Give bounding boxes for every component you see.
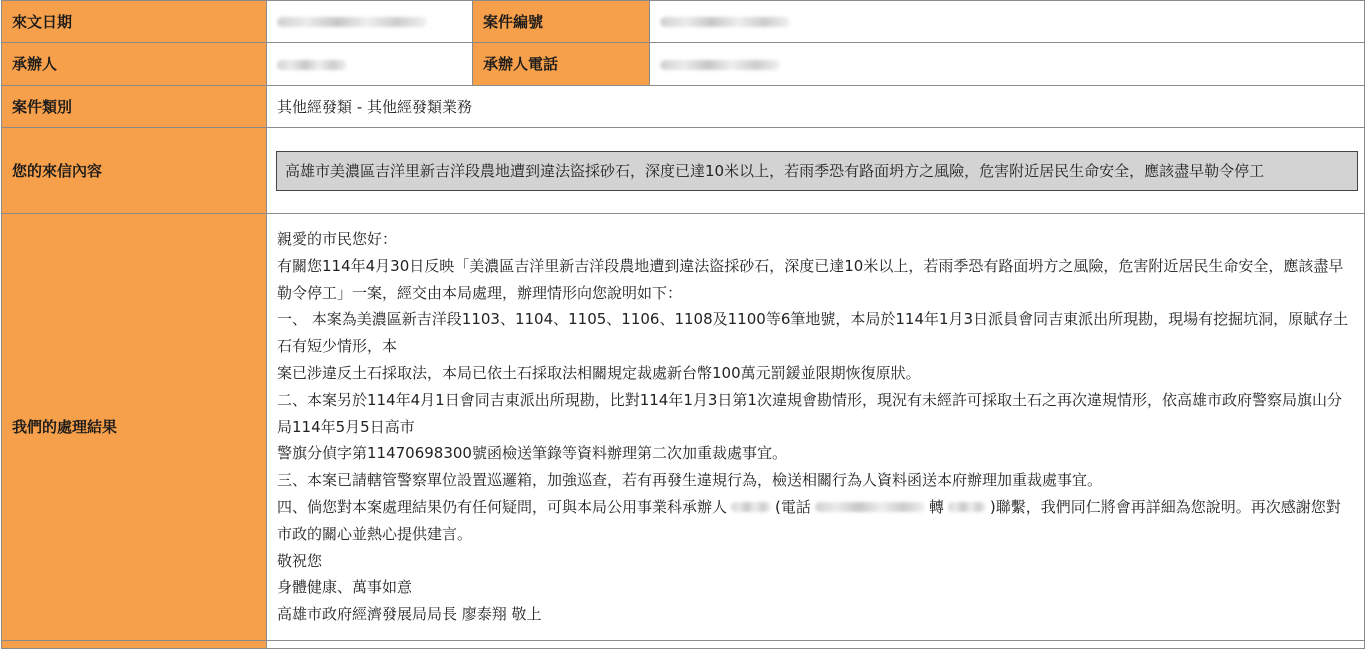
result-greeting: 親愛的市民您好： bbox=[277, 230, 398, 249]
row-handler bbox=[2, 43, 1365, 86]
result-item-4-phone-open: (電話 bbox=[775, 497, 811, 516]
date-value-redacted bbox=[267, 1, 473, 43]
redacted-handler-name bbox=[277, 60, 347, 70]
letter-cell bbox=[267, 128, 1365, 214]
result-paragraph-intro: 有關您114年4月30日反映「美濃區吉洋里新吉洋段農地遭到違法盜採砂石，深度已達10米以上，若雨季恐有路面坍方之風險，危害附近居民生命安全，應該盡早勒令停工」一案，經交由本局處理，辦理情形向您說明如下： bbox=[277, 256, 1344, 302]
row-category bbox=[2, 86, 1365, 128]
result-signature: 高雄市政府經濟發展局局長 廖泰翔 敬上 bbox=[277, 605, 542, 624]
result-label: 我們的處理結果 bbox=[2, 214, 267, 641]
redacted-case-number bbox=[660, 17, 790, 27]
result-item-4-prefix: 四、倘您對本案處理結果仍有任何疑問，可與本局公用事業科承辦人 bbox=[277, 497, 728, 516]
redacted-handler-phone bbox=[660, 60, 780, 70]
category-label: 案件類別 bbox=[2, 86, 267, 128]
handler-label: 承辦人 bbox=[2, 43, 267, 86]
result-item-4 bbox=[277, 494, 1354, 548]
result-closing-2: 身體健康、萬事如意 bbox=[277, 578, 413, 597]
case-detail-table bbox=[1, 0, 1365, 649]
row-result bbox=[2, 214, 1365, 641]
date-label: 來文日期 bbox=[2, 1, 267, 43]
result-content bbox=[267, 214, 1365, 641]
case-number-label: 案件編號 bbox=[473, 1, 650, 43]
handler-value-redacted bbox=[267, 43, 473, 86]
result-item-2-cont: 警旗分偵字第11470698300號函檢送筆錄等資料辦理第二次加重裁處事宜。 bbox=[277, 444, 787, 463]
redacted-contact-name bbox=[731, 502, 771, 512]
category-value: 其他經發類 - 其他經發類業務 bbox=[267, 86, 1365, 128]
result-item-2: 二、本案另於114年4月1日會同吉東派出所現勘，比對114年1月3日第1次違規會勘情形，現況有未經許可採取土石之再次違規情形，依高雄市政府警察局旗山分局114年5月5日高市 bbox=[277, 390, 1342, 436]
case-number-value-redacted bbox=[650, 1, 1365, 43]
redacted-contact-phone bbox=[815, 502, 925, 512]
handler-phone-value-redacted bbox=[650, 43, 1365, 86]
letter-label: 您的來信內容 bbox=[2, 128, 267, 214]
redacted-contact-ext bbox=[948, 502, 986, 512]
result-item-1: 一、 本案為美濃區新吉洋段1103、1104、1105、1106、1108及1100等6筆地號，本局於114年1月3日派員會同吉東派出所現勘，現場有挖掘坑洞，原賦存土石有短少情形，本 bbox=[277, 310, 1349, 356]
letter-content-box: 高雄市美濃區吉洋里新吉洋段農地遭到違法盜採砂石，深度已達10米以上，若雨季恐有路面坍方之風險，危害附近居民生命安全，應該盡早勒令停工 bbox=[276, 151, 1358, 191]
result-item-3: 三、本案已請轄管警察單位設置巡邏箱，加強巡查，若有再發生違規行為，檢送相關行為人資料函送本府辦理加重裁處事宜。 bbox=[277, 471, 1103, 490]
row-letter bbox=[2, 128, 1365, 214]
result-item-4-suffix: )聯繫，我們同仁將會再詳細為您說明。再次感謝您對市政的關心並熱心提供建言。 bbox=[277, 497, 1341, 543]
redacted-date bbox=[277, 17, 427, 27]
result-item-4-ext: 轉 bbox=[928, 497, 944, 516]
result-closing-1: 敬祝您 bbox=[277, 551, 323, 570]
handler-phone-label: 承辦人電話 bbox=[473, 43, 650, 86]
result-item-1-cont: 案已涉違反土石採取法，本局已依土石採取法相關規定裁處新台幣100萬元罰鍰並限期恢復原狀。 bbox=[277, 364, 921, 382]
row-date-caseno bbox=[2, 1, 1365, 43]
